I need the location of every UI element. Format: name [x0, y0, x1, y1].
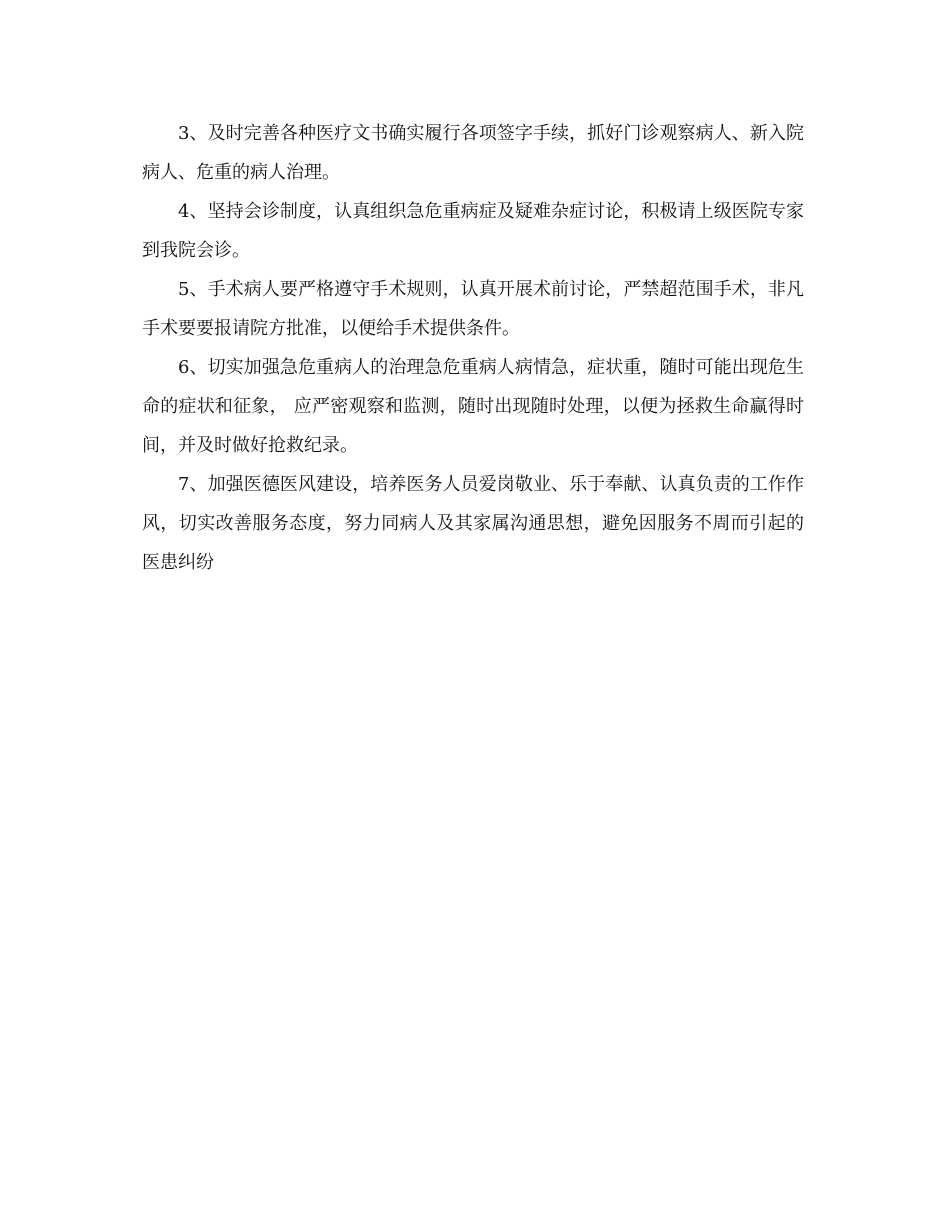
paragraph-item-7: 7、加强医德医风建设，培养医务人员爱岗敬业、乐于奉献、认真负责的工作作风，切实改善服务态度，努力同病人及其家属沟通思想，避免因服务不周而引起的医患纠纷: [142, 474, 804, 573]
paragraph-item-3: 3、及时完善各种医疗文书确实履行各项签字手续，抓好门诊观察病人、新入院病人、危重的病人治理。: [142, 123, 804, 183]
paragraph-item-6: 6、切实加强急危重病人的治理急危重病人病情急，症状重，随时可能出现危生命的症状和征象， 应严密观察和监测，随时出现随时处理，以便为拯救生命赢得时间，并及时做好抢救纪录。: [142, 357, 804, 456]
paragraph-item-4: 4、坚持会诊制度，认真组织急危重病症及疑难杂症讨论，积极请上级医院专家到我院会诊。: [142, 201, 804, 261]
paragraph-item-5: 5、手术病人要严格遵守手术规则，认真开展术前讨论，严禁超范围手术，非凡手术要要报请院方批准，以便给手术提供条件。: [142, 279, 804, 339]
document-body: [142, 114, 804, 582]
